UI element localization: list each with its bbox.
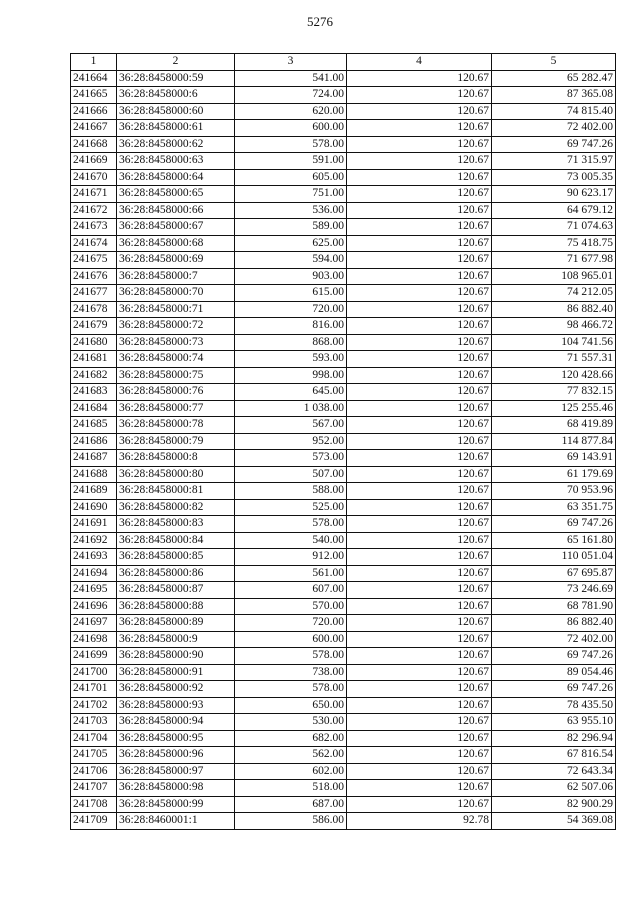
rate-cell: 120.67 — [347, 466, 492, 483]
row-id-cell: 241668 — [71, 136, 117, 153]
cadastral-number-cell: 36:28:8458000:99 — [117, 796, 235, 813]
area-cell: 578.00 — [235, 681, 347, 698]
amount-cell: 108 965.01 — [492, 268, 616, 285]
cadastral-number-cell: 36:28:8458000:93 — [117, 697, 235, 714]
cadastral-number-cell: 36:28:8458000:75 — [117, 367, 235, 384]
amount-cell: 89 054.46 — [492, 664, 616, 681]
table-row — [71, 136, 616, 153]
amount-cell: 65 282.47 — [492, 70, 616, 87]
rate-cell: 120.67 — [347, 268, 492, 285]
amount-cell: 125 255.46 — [492, 400, 616, 417]
table-row — [71, 615, 616, 632]
row-id-cell: 241693 — [71, 549, 117, 566]
rate-cell: 120.67 — [347, 714, 492, 731]
row-id-cell: 241686 — [71, 433, 117, 450]
amount-cell: 65 161.80 — [492, 532, 616, 549]
rate-cell: 120.67 — [347, 87, 492, 104]
area-cell: 562.00 — [235, 747, 347, 764]
amount-cell: 104 741.56 — [492, 334, 616, 351]
amount-cell: 82 900.29 — [492, 796, 616, 813]
area-cell: 602.00 — [235, 763, 347, 780]
table-row — [71, 351, 616, 368]
table-row — [71, 730, 616, 747]
row-id-cell: 241692 — [71, 532, 117, 549]
area-cell: 625.00 — [235, 235, 347, 252]
table-row — [71, 103, 616, 120]
table-row — [71, 796, 616, 813]
rate-cell: 120.67 — [347, 483, 492, 500]
area-cell: 952.00 — [235, 433, 347, 450]
amount-cell: 72 643.34 — [492, 763, 616, 780]
rate-cell: 120.67 — [347, 103, 492, 120]
rate-cell: 120.67 — [347, 351, 492, 368]
amount-cell: 73 005.35 — [492, 169, 616, 186]
cadastral-number-cell: 36:28:8458000:61 — [117, 120, 235, 137]
table-row — [71, 120, 616, 137]
row-id-cell: 241676 — [71, 268, 117, 285]
row-id-cell: 241665 — [71, 87, 117, 104]
table-row — [71, 648, 616, 665]
column-header-2: 2 — [117, 54, 235, 71]
area-cell: 650.00 — [235, 697, 347, 714]
area-cell: 645.00 — [235, 384, 347, 401]
area-cell: 507.00 — [235, 466, 347, 483]
row-id-cell: 241706 — [71, 763, 117, 780]
table-row — [71, 87, 616, 104]
rate-cell: 120.67 — [347, 664, 492, 681]
table-row — [71, 697, 616, 714]
area-cell: 540.00 — [235, 532, 347, 549]
amount-cell: 71 557.31 — [492, 351, 616, 368]
cadastral-number-cell: 36:28:8458000:6 — [117, 87, 235, 104]
area-cell: 720.00 — [235, 301, 347, 318]
row-id-cell: 241698 — [71, 631, 117, 648]
area-cell: 594.00 — [235, 252, 347, 269]
rate-cell: 120.67 — [347, 763, 492, 780]
amount-cell: 120 428.66 — [492, 367, 616, 384]
area-cell: 578.00 — [235, 516, 347, 533]
cadastral-number-cell: 36:28:8458000:76 — [117, 384, 235, 401]
rate-cell: 120.67 — [347, 301, 492, 318]
area-cell: 615.00 — [235, 285, 347, 302]
cadastral-number-cell: 36:28:8458000:77 — [117, 400, 235, 417]
row-id-cell: 241667 — [71, 120, 117, 137]
area-cell: 600.00 — [235, 120, 347, 137]
table-row — [71, 780, 616, 797]
cadastral-number-cell: 36:28:8458000:60 — [117, 103, 235, 120]
area-cell: 586.00 — [235, 813, 347, 830]
amount-cell: 110 051.04 — [492, 549, 616, 566]
table-row — [71, 763, 616, 780]
area-cell: 998.00 — [235, 367, 347, 384]
amount-cell: 62 507.06 — [492, 780, 616, 797]
rate-cell: 120.67 — [347, 367, 492, 384]
cadastral-number-cell: 36:28:8458000:85 — [117, 549, 235, 566]
table-row — [71, 433, 616, 450]
cadastral-number-cell: 36:28:8458000:82 — [117, 499, 235, 516]
amount-cell: 75 418.75 — [492, 235, 616, 252]
amount-cell: 86 882.40 — [492, 301, 616, 318]
rate-cell: 120.67 — [347, 169, 492, 186]
table-header-row — [71, 54, 616, 71]
amount-cell: 72 402.00 — [492, 120, 616, 137]
amount-cell: 69 747.26 — [492, 648, 616, 665]
area-cell: 751.00 — [235, 186, 347, 203]
area-cell: 589.00 — [235, 219, 347, 236]
amount-cell: 98 466.72 — [492, 318, 616, 335]
rate-cell: 120.67 — [347, 598, 492, 615]
row-id-cell: 241666 — [71, 103, 117, 120]
area-cell: 1 038.00 — [235, 400, 347, 417]
row-id-cell: 241703 — [71, 714, 117, 731]
amount-cell: 74 212.05 — [492, 285, 616, 302]
area-cell: 561.00 — [235, 565, 347, 582]
table-row — [71, 483, 616, 500]
amount-cell: 86 882.40 — [492, 615, 616, 632]
cadastral-number-cell: 36:28:8458000:59 — [117, 70, 235, 87]
cadastral-number-cell: 36:28:8458000:86 — [117, 565, 235, 582]
cadastral-number-cell: 36:28:8458000:65 — [117, 186, 235, 203]
row-id-cell: 241670 — [71, 169, 117, 186]
cadastral-number-cell: 36:28:8458000:88 — [117, 598, 235, 615]
amount-cell: 77 832.15 — [492, 384, 616, 401]
row-id-cell: 241695 — [71, 582, 117, 599]
area-cell: 593.00 — [235, 351, 347, 368]
data-table — [70, 53, 616, 830]
cadastral-number-cell: 36:28:8458000:69 — [117, 252, 235, 269]
rate-cell: 120.67 — [347, 730, 492, 747]
area-cell: 591.00 — [235, 153, 347, 170]
rate-cell: 120.67 — [347, 681, 492, 698]
row-id-cell: 241702 — [71, 697, 117, 714]
rate-cell: 120.67 — [347, 565, 492, 582]
amount-cell: 71 677.98 — [492, 252, 616, 269]
area-cell: 570.00 — [235, 598, 347, 615]
row-id-cell: 241682 — [71, 367, 117, 384]
row-id-cell: 241688 — [71, 466, 117, 483]
rate-cell: 120.67 — [347, 334, 492, 351]
rate-cell: 120.67 — [347, 186, 492, 203]
column-header-3: 3 — [235, 54, 347, 71]
cadastral-number-cell: 36:28:8458000:64 — [117, 169, 235, 186]
table-row — [71, 499, 616, 516]
row-id-cell: 241696 — [71, 598, 117, 615]
row-id-cell: 241704 — [71, 730, 117, 747]
amount-cell: 68 781.90 — [492, 598, 616, 615]
column-header-4: 4 — [347, 54, 492, 71]
row-id-cell: 241684 — [71, 400, 117, 417]
table-row — [71, 598, 616, 615]
cadastral-number-cell: 36:28:8458000:83 — [117, 516, 235, 533]
amount-cell: 73 246.69 — [492, 582, 616, 599]
row-id-cell: 241687 — [71, 450, 117, 467]
cadastral-number-cell: 36:28:8458000:62 — [117, 136, 235, 153]
area-cell: 724.00 — [235, 87, 347, 104]
cadastral-number-cell: 36:28:8458000:71 — [117, 301, 235, 318]
table-row — [71, 285, 616, 302]
row-id-cell: 241694 — [71, 565, 117, 582]
rate-cell: 120.67 — [347, 747, 492, 764]
row-id-cell: 241674 — [71, 235, 117, 252]
area-cell: 525.00 — [235, 499, 347, 516]
cadastral-number-cell: 36:28:8458000:74 — [117, 351, 235, 368]
table-row — [71, 318, 616, 335]
amount-cell: 69 747.26 — [492, 516, 616, 533]
amount-cell: 69 143.91 — [492, 450, 616, 467]
row-id-cell: 241680 — [71, 334, 117, 351]
row-id-cell: 241669 — [71, 153, 117, 170]
cadastral-number-cell: 36:28:8460001:1 — [117, 813, 235, 830]
table-row — [71, 450, 616, 467]
table-row — [71, 334, 616, 351]
rate-cell: 120.67 — [347, 384, 492, 401]
table-row — [71, 268, 616, 285]
amount-cell: 78 435.50 — [492, 697, 616, 714]
amount-cell: 63 955.10 — [492, 714, 616, 731]
table-row — [71, 70, 616, 87]
row-id-cell: 241677 — [71, 285, 117, 302]
rate-cell: 120.67 — [347, 549, 492, 566]
amount-cell: 71 074.63 — [492, 219, 616, 236]
table-row — [71, 367, 616, 384]
cadastral-number-cell: 36:28:8458000:92 — [117, 681, 235, 698]
cadastral-number-cell: 36:28:8458000:68 — [117, 235, 235, 252]
row-id-cell: 241683 — [71, 384, 117, 401]
amount-cell: 67 695.87 — [492, 565, 616, 582]
amount-cell: 61 179.69 — [492, 466, 616, 483]
cadastral-number-cell: 36:28:8458000:87 — [117, 582, 235, 599]
row-id-cell: 241679 — [71, 318, 117, 335]
row-id-cell: 241664 — [71, 70, 117, 87]
area-cell: 687.00 — [235, 796, 347, 813]
area-cell: 720.00 — [235, 615, 347, 632]
area-cell: 541.00 — [235, 70, 347, 87]
amount-cell: 69 747.26 — [492, 136, 616, 153]
rate-cell: 120.67 — [347, 796, 492, 813]
cadastral-number-cell: 36:28:8458000:79 — [117, 433, 235, 450]
row-id-cell: 241700 — [71, 664, 117, 681]
rate-cell: 120.67 — [347, 697, 492, 714]
cadastral-number-cell: 36:28:8458000:66 — [117, 202, 235, 219]
table-row — [71, 301, 616, 318]
row-id-cell: 241681 — [71, 351, 117, 368]
row-id-cell: 241690 — [71, 499, 117, 516]
cadastral-number-cell: 36:28:8458000:7 — [117, 268, 235, 285]
area-cell: 738.00 — [235, 664, 347, 681]
amount-cell: 82 296.94 — [492, 730, 616, 747]
table-row — [71, 235, 616, 252]
area-cell: 607.00 — [235, 582, 347, 599]
cadastral-number-cell: 36:28:8458000:84 — [117, 532, 235, 549]
rate-cell: 120.67 — [347, 615, 492, 632]
cadastral-number-cell: 36:28:8458000:97 — [117, 763, 235, 780]
row-id-cell: 241707 — [71, 780, 117, 797]
table-row — [71, 186, 616, 203]
table-row — [71, 400, 616, 417]
cadastral-number-cell: 36:28:8458000:72 — [117, 318, 235, 335]
cadastral-number-cell: 36:28:8458000:8 — [117, 450, 235, 467]
row-id-cell: 241709 — [71, 813, 117, 830]
table-row — [71, 549, 616, 566]
rate-cell: 120.67 — [347, 120, 492, 137]
rate-cell: 120.67 — [347, 400, 492, 417]
cadastral-number-cell: 36:28:8458000:67 — [117, 219, 235, 236]
rate-cell: 120.67 — [347, 285, 492, 302]
row-id-cell: 241689 — [71, 483, 117, 500]
rate-cell: 120.67 — [347, 648, 492, 665]
cadastral-number-cell: 36:28:8458000:70 — [117, 285, 235, 302]
area-cell: 567.00 — [235, 417, 347, 434]
table-row — [71, 681, 616, 698]
row-id-cell: 241708 — [71, 796, 117, 813]
area-cell: 816.00 — [235, 318, 347, 335]
amount-cell: 69 747.26 — [492, 681, 616, 698]
amount-cell: 90 623.17 — [492, 186, 616, 203]
rate-cell: 120.67 — [347, 252, 492, 269]
area-cell: 573.00 — [235, 450, 347, 467]
table-row — [71, 631, 616, 648]
area-cell: 912.00 — [235, 549, 347, 566]
table-row — [71, 466, 616, 483]
cadastral-number-cell: 36:28:8458000:63 — [117, 153, 235, 170]
amount-cell: 70 953.96 — [492, 483, 616, 500]
table-body — [71, 70, 616, 829]
amount-cell: 63 351.75 — [492, 499, 616, 516]
area-cell: 868.00 — [235, 334, 347, 351]
page-number: 5276 — [307, 14, 333, 29]
area-cell: 682.00 — [235, 730, 347, 747]
rate-cell: 120.67 — [347, 70, 492, 87]
area-cell: 588.00 — [235, 483, 347, 500]
rate-cell: 120.67 — [347, 780, 492, 797]
amount-cell: 67 816.54 — [492, 747, 616, 764]
area-cell: 578.00 — [235, 648, 347, 665]
rate-cell: 120.67 — [347, 532, 492, 549]
cadastral-number-cell: 36:28:8458000:89 — [117, 615, 235, 632]
table-row — [71, 153, 616, 170]
rate-cell: 120.67 — [347, 417, 492, 434]
rate-cell: 120.67 — [347, 433, 492, 450]
rate-cell: 120.67 — [347, 219, 492, 236]
table-row — [71, 714, 616, 731]
cadastral-number-cell: 36:28:8458000:98 — [117, 780, 235, 797]
amount-cell: 64 679.12 — [492, 202, 616, 219]
table-row — [71, 747, 616, 764]
table-row — [71, 664, 616, 681]
area-cell: 530.00 — [235, 714, 347, 731]
amount-cell: 72 402.00 — [492, 631, 616, 648]
table-row — [71, 813, 616, 830]
area-cell: 605.00 — [235, 169, 347, 186]
amount-cell: 54 369.08 — [492, 813, 616, 830]
rate-cell: 120.67 — [347, 136, 492, 153]
amount-cell: 71 315.97 — [492, 153, 616, 170]
cadastral-number-cell: 36:28:8458000:96 — [117, 747, 235, 764]
amount-cell: 114 877.84 — [492, 433, 616, 450]
area-cell: 903.00 — [235, 268, 347, 285]
row-id-cell: 241671 — [71, 186, 117, 203]
table-row — [71, 252, 616, 269]
cadastral-number-cell: 36:28:8458000:80 — [117, 466, 235, 483]
row-id-cell: 241697 — [71, 615, 117, 632]
rate-cell: 120.67 — [347, 631, 492, 648]
row-id-cell: 241675 — [71, 252, 117, 269]
row-id-cell: 241699 — [71, 648, 117, 665]
rate-cell: 120.67 — [347, 450, 492, 467]
row-id-cell: 241673 — [71, 219, 117, 236]
area-cell: 536.00 — [235, 202, 347, 219]
cadastral-number-cell: 36:28:8458000:9 — [117, 631, 235, 648]
rate-cell: 120.67 — [347, 318, 492, 335]
table-row — [71, 565, 616, 582]
table-row — [71, 516, 616, 533]
row-id-cell: 241691 — [71, 516, 117, 533]
table-row — [71, 384, 616, 401]
rate-cell: 120.67 — [347, 499, 492, 516]
area-cell: 518.00 — [235, 780, 347, 797]
rate-cell: 120.67 — [347, 202, 492, 219]
table-row — [71, 169, 616, 186]
cadastral-number-cell: 36:28:8458000:73 — [117, 334, 235, 351]
table-row — [71, 582, 616, 599]
table-row — [71, 219, 616, 236]
table-row — [71, 417, 616, 434]
row-id-cell: 241672 — [71, 202, 117, 219]
area-cell: 620.00 — [235, 103, 347, 120]
amount-cell: 87 365.08 — [492, 87, 616, 104]
area-cell: 600.00 — [235, 631, 347, 648]
area-cell: 578.00 — [235, 136, 347, 153]
rate-cell: 120.67 — [347, 153, 492, 170]
row-id-cell: 241678 — [71, 301, 117, 318]
cadastral-number-cell: 36:28:8458000:90 — [117, 648, 235, 665]
cadastral-number-cell: 36:28:8458000:81 — [117, 483, 235, 500]
cadastral-number-cell: 36:28:8458000:78 — [117, 417, 235, 434]
amount-cell: 74 815.40 — [492, 103, 616, 120]
cadastral-number-cell: 36:28:8458000:95 — [117, 730, 235, 747]
rate-cell: 92.78 — [347, 813, 492, 830]
amount-cell: 68 419.89 — [492, 417, 616, 434]
rate-cell: 120.67 — [347, 235, 492, 252]
table-row — [71, 202, 616, 219]
rate-cell: 120.67 — [347, 516, 492, 533]
cadastral-number-cell: 36:28:8458000:94 — [117, 714, 235, 731]
row-id-cell: 241701 — [71, 681, 117, 698]
table-row — [71, 532, 616, 549]
column-header-1: 1 — [71, 54, 117, 71]
column-header-5: 5 — [492, 54, 616, 71]
rate-cell: 120.67 — [347, 582, 492, 599]
row-id-cell: 241685 — [71, 417, 117, 434]
row-id-cell: 241705 — [71, 747, 117, 764]
cadastral-number-cell: 36:28:8458000:91 — [117, 664, 235, 681]
